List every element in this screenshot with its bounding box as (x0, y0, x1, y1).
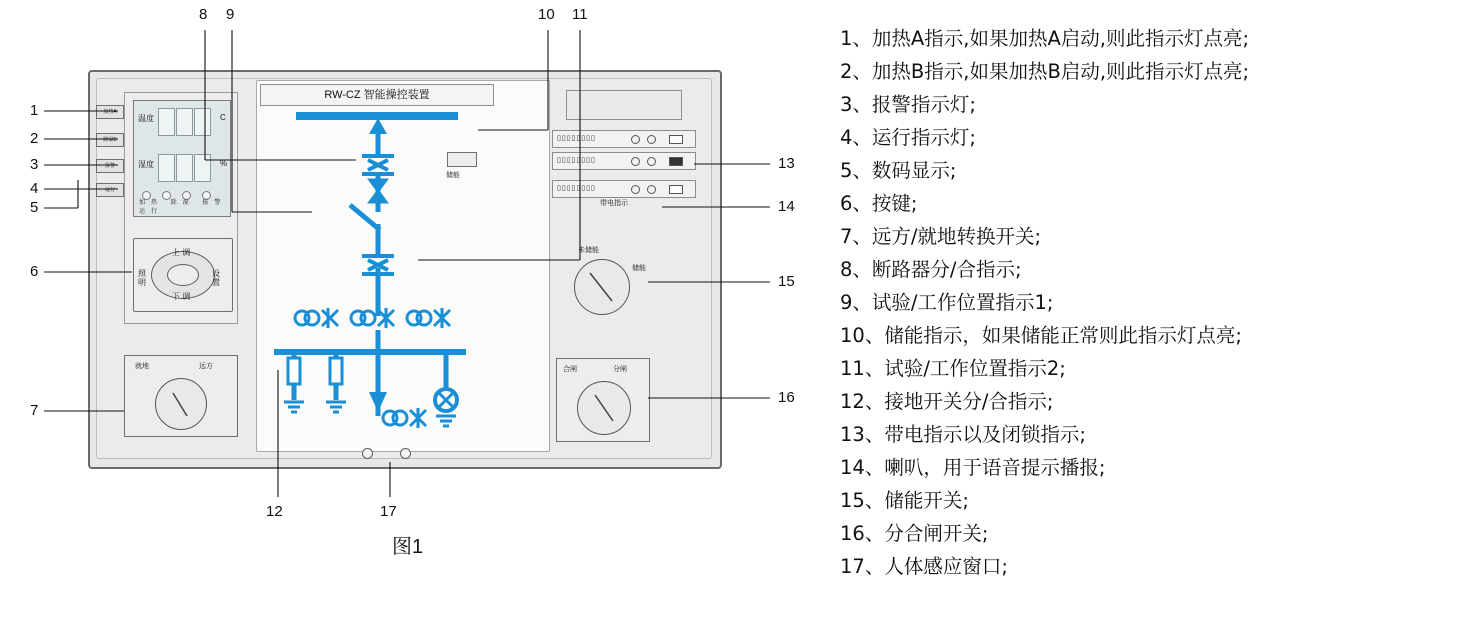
callout-2: 2 (30, 130, 39, 147)
callout-13: 13 (778, 155, 795, 172)
legend-list (840, 22, 1470, 583)
legend-item: 11、试验/工作位置指示2; (840, 357, 1066, 380)
open-label: 分闸 (613, 366, 627, 373)
legend-item: 7、远方/就地转换开关; (840, 225, 1042, 248)
callout-17: 17 (380, 503, 397, 520)
callout-15: 15 (778, 273, 795, 290)
legend-item: 1、加热A指示,如果加热A启动,则此指示灯点亮; (840, 27, 1250, 50)
side-button-run[interactable]: 运行 (96, 183, 124, 197)
keypad-left-label: 照 明 (138, 269, 146, 287)
callout-7: 7 (30, 402, 39, 419)
legend-item: 4、运行指示灯; (840, 126, 976, 149)
legend-item: 3、报警指示灯; (840, 93, 976, 116)
keypad-up-label: 上 调 (172, 248, 191, 257)
legend-item: 5、数码显示; (840, 159, 957, 182)
legend-item: 10、储能指示，如果储能正常则此指示灯点亮; (840, 324, 1242, 347)
side-button-alarm[interactable]: 报警 (96, 159, 124, 173)
indicator-bars: ▯▯▯▯▯▯▯▯ (557, 185, 596, 192)
side-button-dehumidify-b[interactable]: 除湿B (96, 133, 124, 147)
status-led-labels: 加热 除湿 报警 运行 (139, 200, 227, 215)
callout-11: 11 (572, 6, 588, 23)
indicator-bars: ▯▯▯▯▯▯▯▯ (557, 135, 596, 142)
callout-5: 5 (30, 199, 39, 216)
charged-label: 储能 (632, 265, 646, 272)
callout-1: 1 (30, 102, 39, 119)
temperature-label: 温度 (138, 114, 154, 123)
keypad-right-label: 设 置 (212, 269, 220, 287)
close-label: 合闸 (563, 366, 577, 373)
temperature-unit: C (220, 113, 226, 122)
callout-3: 3 (30, 156, 39, 173)
device-title-text: RW-CZ 智能操控装置 (324, 89, 430, 101)
legend-item: 15、储能开关; (840, 489, 969, 512)
callout-9: 9 (226, 6, 235, 23)
callout-10: 10 (538, 6, 555, 23)
remote-label: 远方 (199, 363, 213, 370)
legend-item: 14、喇叭，用于语音提示播报; (840, 456, 1106, 479)
callout-8: 8 (199, 6, 208, 23)
callout-4: 4 (30, 180, 39, 197)
callout-14: 14 (778, 198, 795, 215)
not-charged-label: 未储能 (578, 247, 599, 254)
legend-item: 16、分合闸开关; (840, 522, 989, 545)
storage-indicator-label: 储能 (446, 172, 460, 179)
legend-item: 9、试验/工作位置指示1; (840, 291, 1054, 314)
callout-16: 16 (778, 389, 795, 406)
local-label: 就地 (135, 363, 149, 370)
live-indicator-label: 带电指示 (600, 200, 628, 207)
indicator-bars: ▯▯▯▯▯▯▯▯ (557, 157, 596, 164)
keypad-down-label: 下 调 (172, 292, 191, 301)
legend-item: 12、接地开关分/合指示; (840, 390, 1054, 413)
figure-caption: 图1 (392, 536, 424, 558)
callout-12: 12 (266, 503, 283, 520)
legend-item: 2、加热B指示,如果加热B启动,则此指示灯点亮; (840, 60, 1250, 83)
legend-item: 13、带电指示以及闭锁指示; (840, 423, 1086, 446)
legend-item: 17、人体感应窗口; (840, 555, 1008, 578)
callout-6: 6 (30, 263, 39, 280)
humidity-unit: % (220, 159, 228, 168)
side-button-heat-a[interactable]: 加热A (96, 105, 124, 119)
humidity-label: 湿度 (138, 160, 154, 169)
legend-item: 6、按键; (840, 192, 918, 215)
legend-item: 8、断路器分/合指示; (840, 258, 1022, 281)
